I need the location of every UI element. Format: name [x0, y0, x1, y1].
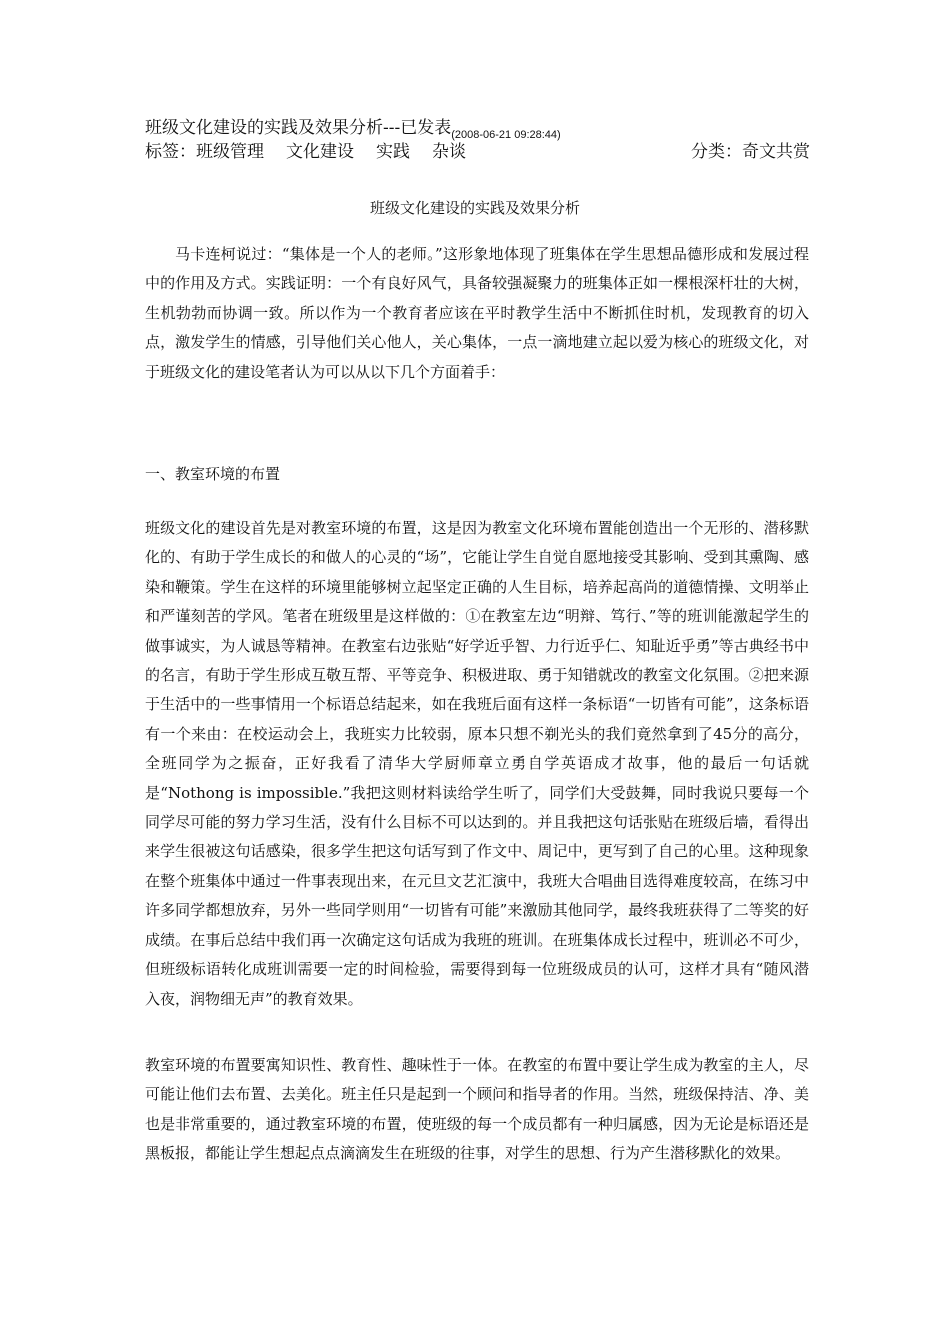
body-paragraph: 班级文化的建设首先是对教室环境的布置，这是因为教室文化环境布置能创造出一个无形的、潜移默化的、有助于学生成长的和做人的心灵的“场”，它能让学生自觉自愿地接受其影响、受到其熏陶、感染和鞭策。学生在这样的环境里能够树立起坚定正确的人生目标，培养起高尚的道德情操、文明举止和严谨刻苦的学风。笔者在班级里是这样做的：①在教室左边“明辩、笃行、”等的班训能激起学生的做事诚实，为人诚恳等精神。在教室右边张贴“好学近乎智、力行近乎仁、知耻近乎勇”等古典经书中的名言，有助于学生形成互敬互帮、平等竞争、积极进取、勇于知错就改的教室文化氛围。②把来源于生活中的一些事情用一个标语总结起来，如在我班后面有这样一条标语“一切皆有可能”，这条标语有一个来由：在校运动会上，我班实力比较弱，原本只想不剃光头的我们竟然拿到了45分的高分，全班同学为之振奋，正好我看了清华大学厨师章立勇自学英语成才故事，他的最后一句话就是“Nothong is impossible.”我把这则材料读给学生听了，同学们大受鼓舞，同时我说只要每一个同学尽可能的努力学习生活，没有什么目标不可以达到的。并且我把这句话张贴在班级后墙，看得出来学生很被这句话感染，很多学生把这句话写到了作文中、周记中，更写到了自己的心里。这种现象在整个班集体中通过一件事表现出来，在元旦文艺汇演中，我班大合唱曲目选得难度较高，在练习中许多同学都想放弃，另外一些同学则用“一切皆有可能”来激励其他同学，最终我班获得了二等奖的好成绩。在事后总结中我们再一次确定这句话成为我班的班训。在班集体成长过程中，班训必不可少，但班级标语转化成班训需要一定的时间检验，需要得到每一位班级成员的认可，这样才具有“随风潜入夜，润物细无声”的教育效果。	[145, 519, 809, 1008]
blog-title: 班级文化建设的实践及效果分析---已发表	[145, 118, 452, 138]
intro-paragraph: 马卡连柯说过：“集体是一个人的老师。”这形象地体现了班集体在学生思想品德形成和发展过程中的作用及方式。实践证明：一个有良好风气，具备较强凝聚力的班集体正如一棵根深杆壮的大树，生机勃勃而协调一致。所以作为一个教育者应该在平时教学生活中不断抓住时机，发现教育的切入点，激发学生的情感，引导他们关心他人，关心集体，一点一滴地建立起以爱为核心的班级文化，对于班级文化的建设笔者认为可以从以下几个方面着手：	[145, 245, 809, 381]
category	[691, 140, 810, 164]
category-value[interactable]: 奇文共赏	[742, 142, 810, 162]
tag-list	[145, 142, 488, 162]
category-label: 分类：	[691, 142, 742, 162]
tags-label: 标签：	[145, 142, 196, 162]
post-timestamp: (2008-06-21 09:28:44)	[451, 129, 561, 141]
section-heading: 一、教室环境的布置	[145, 465, 281, 483]
tag-item[interactable]: 班级管理	[196, 142, 264, 162]
body-paragraph: 教室环境的布置要寓知识性、教育性、趣味性于一体。在教室的布置中要让学生成为教室的主人，尽可能让他们去布置、去美化。班主任只是起到一个顾问和指导者的作用。当然，班级保持洁、净、美也是非常重要的，通过教室环境的布置，使班级的每一个成员都有一种归属感，因为无论是标语还是黑板报，都能让学生想起点点滴滴发生在班级的往事，对学生的思想、行为产生潜移默化的效果。	[145, 1056, 809, 1163]
blog-title-line	[145, 116, 810, 142]
article-title: 班级文化建设的实践及效果分析	[369, 199, 580, 217]
tag-item[interactable]: 文化建设	[286, 142, 354, 162]
tag-line	[145, 140, 810, 164]
tag-item[interactable]: 实践	[376, 142, 410, 162]
tag-item[interactable]: 杂谈	[432, 142, 466, 162]
